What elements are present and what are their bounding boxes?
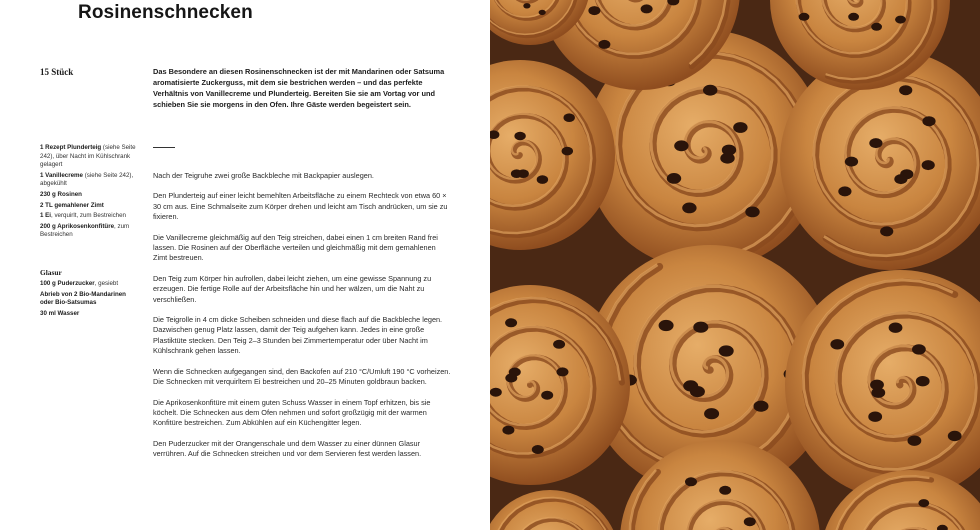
recipe-intro: Das Besondere an diesen Rosinenschnecken ist der mit Mandarinen oder Satsuma aromatisierte Zuckerguss, mit dem sie bestrichen werden – und das perfekte Verhältnis von Vanillecreme und Plunderteig. Bereiten Sie sie am Vortag vor und schieben Sie sie morgens in den Ofen. Ihre Gäste werden begeistert sein. bbox=[153, 67, 445, 109]
raisin bbox=[502, 426, 514, 435]
raisin bbox=[659, 320, 674, 331]
raisin bbox=[754, 401, 769, 412]
raisin bbox=[667, 173, 681, 184]
raisin bbox=[537, 175, 548, 184]
raisin bbox=[674, 140, 688, 151]
raisin bbox=[719, 486, 731, 495]
raisin bbox=[922, 116, 935, 126]
ingredient-item: 230 g Rosinen bbox=[40, 190, 82, 198]
raisin bbox=[562, 147, 573, 156]
pastry-illustration bbox=[490, 0, 980, 530]
raisin bbox=[693, 322, 708, 333]
raisin bbox=[948, 431, 962, 441]
raisin bbox=[916, 376, 930, 386]
raisin bbox=[733, 122, 747, 133]
raisin bbox=[505, 318, 517, 327]
ingredient-item: 1 Vanillecreme (siehe Seite 242), abgekühlt bbox=[40, 171, 134, 188]
raisin bbox=[514, 132, 525, 141]
raisin bbox=[868, 412, 882, 422]
raisin bbox=[588, 6, 600, 15]
ingredient-item: Abrieb von 2 Bio-Mandarinen oder Bio-Satsumas bbox=[40, 290, 126, 307]
raisin bbox=[557, 367, 569, 376]
section-divider bbox=[153, 147, 175, 148]
raisin bbox=[899, 85, 912, 95]
raisin bbox=[845, 157, 858, 167]
method-step: Die Vanillecreme gleichmäßig auf den Teig streichen, dabei einen 1 cm breiten Rand frei lassen. Die Rosinen auf der Oberfläche verteilen und gleichmäßig mit dem gemahlenen Zimt bestreuen. bbox=[153, 232, 438, 263]
recipe-yield: 15 Stück bbox=[40, 67, 74, 77]
glasur-heading: Glasur bbox=[40, 268, 62, 277]
raisin bbox=[838, 186, 851, 196]
raisin bbox=[641, 4, 653, 13]
raisin bbox=[490, 388, 502, 397]
ingredient-item: 100 g Puderzucker, gesiebt bbox=[40, 280, 119, 287]
ingredient-item: 1 Ei, verquirlt, zum Bestreichen bbox=[40, 212, 126, 220]
method-step: Den Puderzucker mit der Orangenschale und dem Wasser zu einer dünnen Glasur verrühren. Auf die Schnecken streichen und vor dem Servieren fest werden lassen. bbox=[153, 438, 422, 459]
method-step: Den Plunderteig auf einer leicht bemehlten Arbeitsfläche zu einem Rechteck von etwa 60 × 30 cm aus. Eine Schmalseite zum Körper drehen und leicht am Tisch andrücken, um sie zu fixieren. bbox=[153, 191, 448, 222]
raisin bbox=[541, 391, 553, 400]
raisin bbox=[523, 3, 530, 8]
raisin bbox=[685, 477, 697, 486]
raisin bbox=[511, 169, 522, 178]
ingredient-item: 1 Rezept Plunderteig (siehe Seite 242), über Nacht im Kühlschrank gelagert bbox=[40, 144, 136, 169]
raisin bbox=[745, 207, 759, 218]
raisin bbox=[532, 445, 544, 454]
raisin bbox=[830, 339, 844, 349]
raisin bbox=[870, 380, 884, 390]
method-step: Die Aprikosenkonfitüre mit einem guten Schuss Wasser in einem Topf erhitzen, bis sie köchelt. Die Schnecken aus dem Ofen nehmen und sofort großzügig mit der warmen Konfitüre bestreichen. Zum Abkühlen auf ein Küchengitter legen. bbox=[153, 397, 431, 428]
raisin bbox=[744, 517, 756, 526]
recipe-title: Rosinenschnecken bbox=[78, 2, 253, 23]
raisin bbox=[895, 16, 906, 24]
ingredient-list bbox=[40, 144, 140, 242]
raisin bbox=[799, 13, 810, 21]
raisin bbox=[564, 113, 575, 122]
raisin bbox=[720, 153, 734, 164]
raisin bbox=[598, 40, 610, 49]
raisin bbox=[848, 13, 859, 21]
raisin bbox=[869, 138, 882, 148]
raisin bbox=[871, 23, 882, 31]
raisin bbox=[922, 160, 935, 170]
raisin bbox=[509, 368, 521, 377]
raisin bbox=[683, 380, 698, 391]
raisin bbox=[889, 323, 903, 333]
raisin bbox=[918, 499, 929, 507]
ingredient-item: 30 ml Wasser bbox=[40, 309, 80, 317]
method-step: Den Teig zum Körper hin aufrollen, dabei leicht ziehen, um eine gewisse Spannung zu erzeugen. Die fertige Rolle auf der Arbeitsfläche hin und her wälzen, um die Naht zu verschließen. bbox=[153, 273, 432, 304]
method-steps bbox=[153, 171, 451, 470]
raisin bbox=[719, 345, 734, 356]
pastry-photo bbox=[490, 0, 980, 530]
raisin bbox=[912, 344, 926, 354]
method-step: Nach der Teigruhe zwei große Backbleche mit Backpapier auslegen. bbox=[153, 171, 374, 180]
raisin bbox=[539, 10, 546, 15]
raisin bbox=[682, 203, 696, 214]
raisin bbox=[880, 226, 893, 236]
method-step: Die Teigrolle in 4 cm dicke Scheiben schneiden und diese flach auf die Backbleche legen. Dazwischen genug Platz lassen, damit der Teig aufgehen kann. Jedes in eine große Plastiktüte stecken. Den Teig 2–3 Stunden bei Zimmertemperatur oder über Nacht im Kühlschrank gehen lassen. bbox=[153, 315, 443, 356]
raisin bbox=[553, 340, 565, 349]
raisin bbox=[703, 85, 717, 96]
ingredient-item: 200 g Aprikosenkonfitüre, zum Bestreichen bbox=[40, 222, 130, 239]
raisin bbox=[908, 436, 922, 446]
raisin bbox=[704, 408, 719, 419]
raisin bbox=[894, 174, 907, 184]
glasur-ingredient-list bbox=[40, 280, 140, 320]
method-step: Wenn die Schnecken aufgegangen sind, den Backofen auf 210 °C/Umluft 190 °C vorheizen. Die Schnecken mit verquirltem Ei bestreichen und 20–25 Minuten goldbraun backen. bbox=[153, 366, 451, 387]
ingredient-item: 2 TL gemahlener Zimt bbox=[40, 201, 104, 209]
